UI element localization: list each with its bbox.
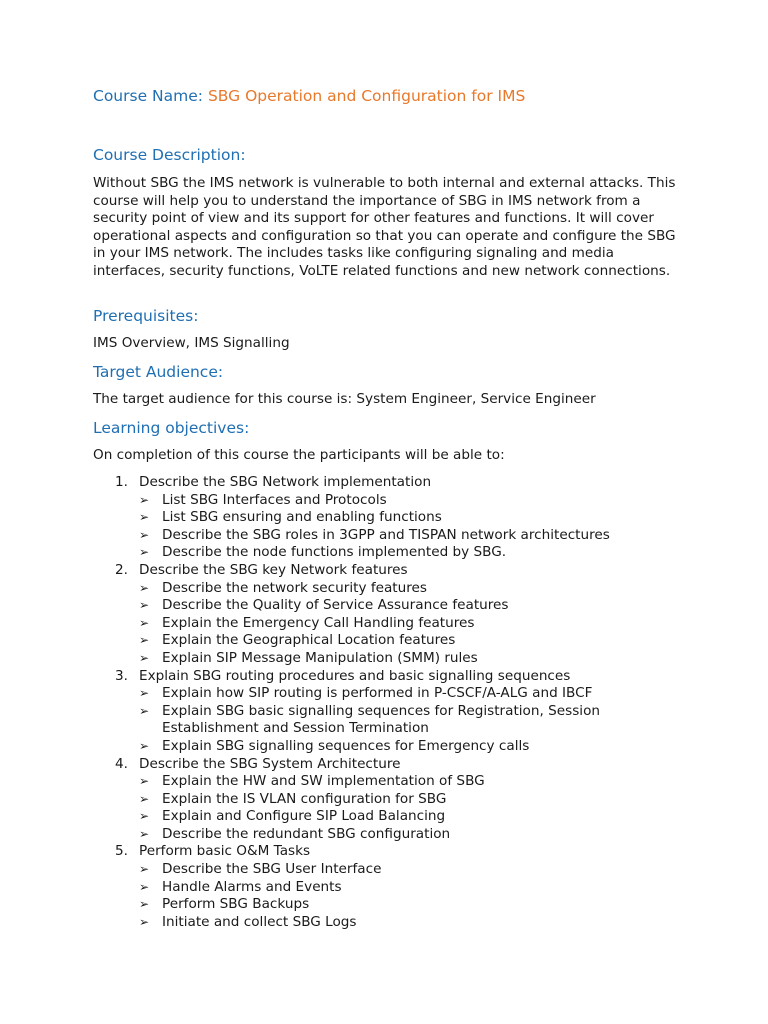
arrow-bullet-icon: ➢: [139, 879, 150, 894]
sub-objective-text: Explain SBG signalling sequences for Emergency calls: [162, 737, 530, 754]
sub-objective-text: Explain SBG basic signalling sequences for Registration, Session Establishment and Session Termination: [162, 702, 600, 737]
objective-number: 2.: [115, 561, 128, 578]
sub-objective-text: Describe the network security features: [162, 579, 427, 596]
arrow-bullet-icon: ➢: [139, 774, 150, 789]
sub-objective-item: [139, 492, 683, 510]
arrow-bullet-icon: ➢: [139, 527, 150, 542]
sub-objective-list: [139, 492, 683, 562]
sub-objective-item: [139, 615, 683, 633]
description-heading: Course Description:: [93, 146, 246, 164]
sub-objective-item: [139, 896, 683, 914]
objective-number: 5.: [115, 843, 128, 860]
sub-objective-item: [139, 509, 683, 527]
sub-objective-item: [139, 773, 683, 791]
objective-number: 3.: [115, 667, 128, 684]
sub-objective-item: [139, 791, 683, 809]
objective-number: 4.: [115, 755, 128, 772]
audience-heading: Target Audience:: [93, 363, 224, 381]
arrow-bullet-icon: ➢: [139, 686, 150, 701]
objective-text: Perform basic O&M Tasks: [139, 843, 311, 860]
sub-objective-item: [139, 580, 683, 598]
arrow-bullet-icon: ➢: [139, 703, 150, 718]
sub-objective-item: [139, 808, 683, 826]
sub-objective-item: [139, 632, 683, 650]
sub-objective-item: [139, 685, 683, 703]
objective-item: [93, 474, 683, 562]
course-name-value: SBG Operation and Configuration for IMS: [207, 87, 526, 105]
sub-objective-text: List SBG ensuring and enabling functions: [162, 509, 442, 526]
objective-text: Describe the SBG System Architecture: [139, 755, 401, 772]
sub-objective-item: [139, 597, 683, 615]
arrow-bullet-icon: ➢: [139, 826, 150, 841]
sub-objective-text: Perform SBG Backups: [162, 896, 310, 913]
course-name-line: [93, 87, 525, 105]
arrow-bullet-icon: ➢: [139, 510, 150, 525]
arrow-bullet-icon: ➢: [139, 791, 150, 806]
sub-objective-text: Explain the Emergency Call Handling features: [162, 614, 475, 631]
objective-text: Explain SBG routing procedures and basic signalling sequences: [139, 667, 571, 684]
sub-objective-text: Describe the SBG roles in 3GPP and TISPAN network architectures: [162, 526, 610, 543]
objective-number: 1.: [115, 474, 128, 490]
objective-item: [93, 562, 683, 668]
sub-objective-text: Explain the IS VLAN configuration for SBG: [162, 790, 447, 807]
arrow-bullet-icon: ➢: [139, 615, 150, 630]
sub-objective-text: Initiate and collect SBG Logs: [162, 913, 357, 930]
prerequisites-heading: Prerequisites:: [93, 307, 199, 325]
audience-text: The target audience for this course is: System Engineer, Service Engineer: [93, 391, 596, 407]
sub-objective-item: [139, 650, 683, 668]
sub-objective-text: Explain and Configure SIP Load Balancing: [162, 808, 446, 825]
arrow-bullet-icon: ➢: [139, 809, 150, 824]
sub-objective-text: Describe the redundant SBG configuration: [162, 825, 451, 842]
arrow-bullet-icon: ➢: [139, 633, 150, 648]
objective-item: [93, 843, 683, 931]
sub-objective-text: Explain SIP Message Manipulation (SMM) rules: [162, 649, 478, 666]
prerequisites-text: IMS Overview, IMS Signalling: [93, 335, 290, 351]
sub-objective-list: [139, 685, 683, 755]
learning-heading: Learning objectives:: [93, 419, 250, 437]
sub-objective-item: [139, 879, 683, 897]
sub-objective-text: Describe the Quality of Service Assurance features: [162, 597, 509, 614]
learning-intro: On completion of this course the participants will be able to:: [93, 447, 505, 463]
objective-text: Describe the SBG key Network features: [139, 561, 408, 578]
arrow-bullet-icon: ➢: [139, 598, 150, 613]
sub-objective-item: [139, 544, 683, 562]
course-name-label: Course Name:: [93, 87, 203, 105]
sub-objective-item: [139, 527, 683, 545]
sub-objective-list: [139, 580, 683, 668]
arrow-bullet-icon: ➢: [139, 650, 150, 665]
arrow-bullet-icon: ➢: [139, 897, 150, 912]
arrow-bullet-icon: ➢: [139, 914, 150, 929]
objective-item: [93, 756, 683, 844]
sub-objective-text: Explain the Geographical Location features: [162, 632, 456, 649]
sub-objective-text: List SBG Interfaces and Protocols: [162, 491, 387, 508]
sub-objective-list: [139, 861, 683, 931]
sub-objective-text: Handle Alarms and Events: [162, 878, 342, 895]
sub-objective-item: [139, 738, 683, 756]
sub-objective-item: [139, 826, 683, 844]
sub-objective-item: [139, 914, 683, 932]
arrow-bullet-icon: ➢: [139, 545, 150, 560]
arrow-bullet-icon: ➢: [139, 580, 150, 595]
arrow-bullet-icon: ➢: [139, 738, 150, 753]
sub-objective-text: Explain how SIP routing is performed in P-CSCF/A-ALG and IBCF: [162, 685, 593, 702]
sub-objective-text: Explain the HW and SW implementation of SBG: [162, 773, 485, 790]
objective-text: Describe the SBG Network implementation: [139, 474, 432, 490]
sub-objective-item: [139, 703, 683, 738]
objectives-list: [93, 474, 683, 931]
sub-objective-text: Describe the node functions implemented by SBG.: [162, 544, 507, 561]
sub-objective-list: [139, 773, 683, 843]
arrow-bullet-icon: ➢: [139, 492, 150, 507]
sub-objective-text: Describe the SBG User Interface: [162, 861, 382, 878]
description-text: Without SBG the IMS network is vulnerable to both internal and external attacks. This course will help you to understand the importance of SBG in IMS network from a security point of view and its support for other features and functions. It will cover operational aspects and configuration so that you can operate and configure the SBG in your IMS network. The includes tasks like configuring signaling and media interfaces, security functions, VoLTE related functions and new network connections.: [93, 175, 676, 279]
arrow-bullet-icon: ➢: [139, 862, 150, 877]
objective-item: [93, 668, 683, 756]
sub-objective-item: [139, 861, 683, 879]
